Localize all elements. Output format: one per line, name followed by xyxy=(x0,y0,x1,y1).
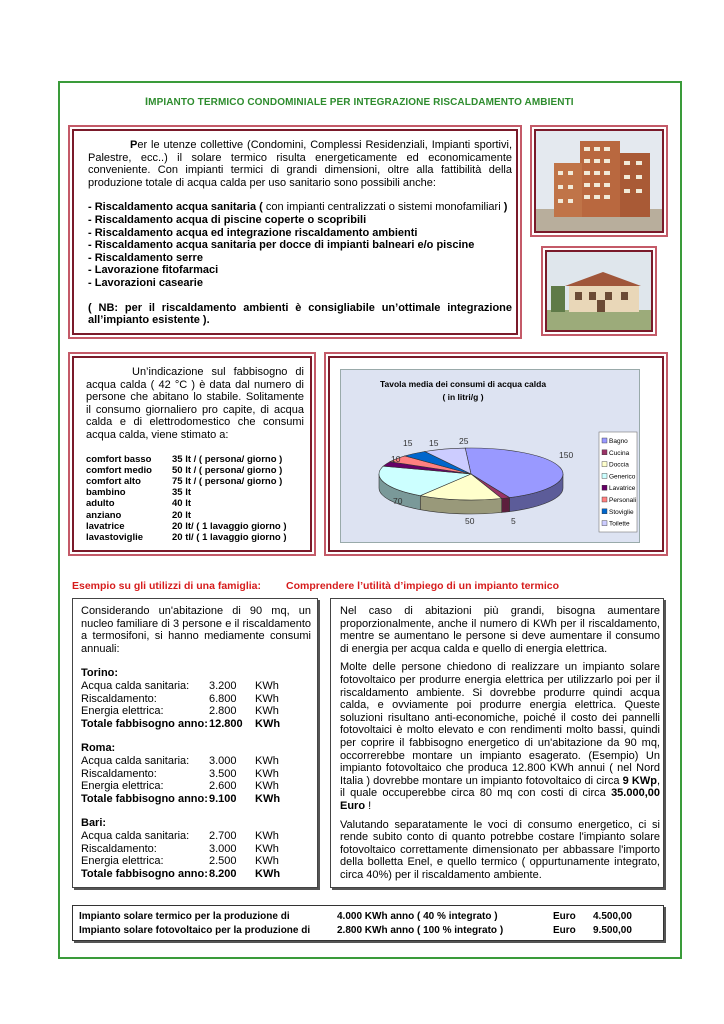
city-total-unit: KWh xyxy=(255,792,281,805)
legend-swatch xyxy=(602,485,607,490)
consumi-value: 35 lt xyxy=(172,487,192,499)
chart-title: Tavola media dei consumi di acqua calda xyxy=(379,379,547,389)
city-total xyxy=(81,718,280,731)
city-row-label: Energia elettrica: xyxy=(81,705,164,718)
cost-summary xyxy=(72,905,664,941)
pie-data-label: 5 xyxy=(511,516,516,526)
consumi-key: lavastoviglie xyxy=(86,531,144,543)
footer-row-2-amount: 2.800 KWh anno ( 100 % integrato ) xyxy=(337,925,504,936)
legend-label: Lavatrice xyxy=(609,485,636,493)
consumi-value: 20 lt xyxy=(172,509,192,521)
intro-list-item: - Lavorazioni casearie xyxy=(88,276,203,289)
consumi-row xyxy=(86,454,287,465)
legend-label: Personali xyxy=(609,497,637,504)
city-row xyxy=(81,768,280,781)
city-row xyxy=(81,693,280,706)
intro-list-item: - Riscaldamento acqua sanitaria ( con impianti centralizzati o sistemi monofamiliari ) xyxy=(88,201,508,214)
intro-list-item: - Lavorazione fitofarmaci xyxy=(88,264,219,277)
legend-swatch xyxy=(602,497,607,502)
pie-data-label: 70 xyxy=(393,496,403,506)
city-row xyxy=(81,755,280,768)
pie-data-label: 15 xyxy=(403,438,413,448)
consumi-key: bambino xyxy=(86,487,126,499)
consumi-row xyxy=(86,510,287,521)
legend-swatch xyxy=(602,450,607,455)
utilita-p3: Valutando separatamente le voci di consumo energetico, ci si rende subito conto di quanto potrebbe costare l'impianto solare fotovoltaico correttamente dimensionato per abbassare l'importo della bolletta Enel, e quello termico ( oppurtunamente integrato, circa 40%) per il riscaldamento ambiente. xyxy=(340,818,660,881)
consumi-box xyxy=(72,356,312,552)
pie-data-label: 25 xyxy=(459,436,469,446)
city-row-label: Riscaldamento: xyxy=(81,692,157,705)
pie-data-label: 150 xyxy=(559,450,574,460)
utilita-p2: Molte delle persone chiedono di realizzare un impianto solare fotovoltaico per produrre energia elettrica per utilizzarlo poi per il riscaldamento ambiente. Si dovrebbe produrre quindi acqua calda, e ovviamente poi produrre energia elettrica. Queste soluzioni risultano anti-economiche, poiché il costo dei pannelli fotovoltaici è molto elevato e con rendimenti molto bassi, quindi per coprire il fabbisogno energetico di un'abitazione da 90 mq, occorrerebbe montare un impianto esagerato. (Esempio) Un impianto fotovoltaico che produca 12.800 KWh annui ( nel Nord Italia ) dovrebbe montare un impianto fotovoltaico di circa 9 KWp, il quale occuperebbe circa 80 mq con costi di circa 35.000,00 Euro ! xyxy=(340,661,660,812)
city-total-value: 9.100 xyxy=(209,792,237,805)
consumi-value: 50 lt / ( persona/ giorno ) xyxy=(172,464,283,476)
utilita-box xyxy=(330,598,664,888)
intro-list-item: - Riscaldamento acqua di piscine coperte o scopribili xyxy=(88,213,367,226)
city-row-value: 3.000 xyxy=(209,754,237,767)
city-row-unit: KWh xyxy=(255,780,279,793)
famiglia-box xyxy=(72,598,318,888)
chart-panel xyxy=(340,369,640,543)
building-image xyxy=(536,131,662,231)
footer-row-1-currency: Euro xyxy=(553,911,576,922)
city-row-value: 6.800 xyxy=(209,692,237,705)
city-block xyxy=(81,817,311,880)
consumi-key: adulto xyxy=(86,498,115,510)
consumi-key: comfort alto xyxy=(86,475,141,487)
city-row-label: Acqua calda sanitaria: xyxy=(81,829,190,842)
city-row-label: Acqua calda sanitaria: xyxy=(81,754,190,767)
city-row-value: 3.000 xyxy=(209,842,237,855)
city-row xyxy=(81,843,280,856)
city-row-label: Energia elettrica: xyxy=(81,855,164,868)
esempio-heading: Esempio su gli utilizzi di una famiglia: xyxy=(72,580,262,592)
city-row-unit: KWh xyxy=(255,829,279,842)
consumi-value: 20 lt/ ( 1 lavaggio giorno ) xyxy=(172,520,287,532)
consumi-value: 75 lt / ( persona/ giorno ) xyxy=(172,475,283,487)
city-row-unit: KWh xyxy=(255,679,279,692)
legend-swatch xyxy=(602,509,607,514)
utilita-p1: Nel caso di abitazioni più grandi, bisogna aumentare proporzionalmente, anche il numero di KWh per il riscaldamento, mentre se aumentano le persone si deve aumentare il consumo di energia per acqua calda e quello di energia elettrica. xyxy=(340,605,660,655)
city-name: Torino: xyxy=(81,667,119,680)
consumi-value: 20 tl/ ( 1 lavaggio giorno ) xyxy=(172,531,287,543)
pie-data-label: 50 xyxy=(465,516,475,526)
city-row xyxy=(81,830,280,843)
pie-data-label: 15 xyxy=(429,438,439,448)
intro-box xyxy=(72,129,518,335)
footer-row-2-currency: Euro xyxy=(553,925,576,936)
city-row-label: Riscaldamento: xyxy=(81,767,157,780)
city-row-value: 2.600 xyxy=(209,780,237,793)
city-row xyxy=(81,855,280,868)
consumi-table xyxy=(86,454,287,544)
consumi-row xyxy=(86,498,287,509)
legend-label: Bagno xyxy=(609,438,628,445)
consumi-key: comfort medio xyxy=(86,464,152,476)
city-row-unit: KWh xyxy=(255,705,279,718)
city-row-value: 3.500 xyxy=(209,767,237,780)
city-name: Roma: xyxy=(81,742,116,755)
pie-chart xyxy=(341,370,639,542)
city-row-label: Acqua calda sanitaria: xyxy=(81,679,190,692)
consumi-row xyxy=(86,465,287,476)
city-total-unit: KWh xyxy=(255,867,281,880)
building-photo xyxy=(534,129,664,233)
intro-list-item: - Riscaldamento acqua sanitaria per docce di impianti balneari e/o piscine xyxy=(88,239,475,252)
footer-row-2-price: 9.500,00 xyxy=(593,925,632,936)
legend-label: Cucina xyxy=(609,449,630,457)
legend-swatch xyxy=(602,521,607,526)
legend-swatch xyxy=(602,473,607,478)
city-total xyxy=(81,868,280,881)
intro-note: ( NB: per il riscaldamento ambienti è consigliabile un’ottimale integrazione all’impianto esistente ). xyxy=(88,301,512,327)
legend-label: Stoviglie xyxy=(609,508,634,516)
consumi-row xyxy=(86,532,287,543)
city-row-value: 2.800 xyxy=(209,705,237,718)
consumi-row xyxy=(86,476,287,487)
city-row-unit: KWh xyxy=(255,754,279,767)
footer-row-2-label: Impianto solare fotovoltaico per la produzione di xyxy=(79,925,311,936)
legend-swatch xyxy=(602,462,607,467)
city-row-label: Energia elettrica: xyxy=(81,780,164,793)
city-total-value: 12.800 xyxy=(209,717,243,730)
city-row xyxy=(81,680,280,693)
pie-data-label: 10 xyxy=(391,454,401,464)
city-name: Bari: xyxy=(81,817,107,830)
consumi-paragraph: Un’indicazione sul fabbisogno di acqua calda ( 42 °C ) è data dal numero di persone che abitano lo stabile. Solitamente il consumo giornaliero pro capite, di acqua calda e di elettrodomestico che consumi acqua calda, viene stimato a: xyxy=(86,366,304,441)
famiglia-intro: Considerando un'abitazione di 90 mq, un nucleo familiare di 3 persone e il riscaldamento a termosifoni, si hanno mediamente consumi annuali: xyxy=(81,605,311,655)
chart-legend xyxy=(599,432,637,532)
city-row-value: 2.500 xyxy=(209,855,237,868)
city-row-unit: KWh xyxy=(255,767,279,780)
city-total-unit: KWh xyxy=(255,717,281,730)
consumi-key: anziano xyxy=(86,509,122,521)
legend-swatch xyxy=(602,438,607,443)
city-row-unit: KWh xyxy=(255,855,279,868)
intro-list-item: - Riscaldamento acqua ed integrazione riscaldamento ambienti xyxy=(88,226,418,239)
city-row-label: Riscaldamento: xyxy=(81,842,157,855)
consumi-row xyxy=(86,521,287,532)
city-total xyxy=(81,793,280,806)
city-row xyxy=(81,780,280,793)
house-image xyxy=(547,252,651,330)
footer-row-1-label: Impianto solare termico per la produzione di xyxy=(79,911,290,922)
city-total-label: Totale fabbisogno anno: xyxy=(81,792,208,805)
footer-row-1-price: 4.500,00 xyxy=(593,911,632,922)
consumi-key: lavatrice xyxy=(86,520,125,532)
consumi-key: comfort basso xyxy=(86,453,152,465)
city-row-unit: KWh xyxy=(255,842,279,855)
city-row-value: 2.700 xyxy=(209,829,237,842)
footer-row-1-amount: 4.000 KWh anno ( 40 % integrato ) xyxy=(337,911,498,922)
city-total-label: Totale fabbisogno anno: xyxy=(81,867,208,880)
city-total-value: 8.200 xyxy=(209,867,237,880)
intro-list-item: - Riscaldamento serre xyxy=(88,251,203,264)
intro-paragraph: Per le utenze collettive (Condomini, Complessi Residenziali, Impianti sportivi, Palestre, ecc..) il solare termico risulta energeticamente ed economicamente conveniente. Con impianti termici di grandi dimensioni, oltre alla fattibilità della produzione totale di acqua calda per uso sanitario sono possibili anche: xyxy=(88,139,512,189)
consumi-value: 35 lt / ( persona/ giorno ) xyxy=(172,453,283,465)
pie-slice-side xyxy=(502,498,510,513)
city-block xyxy=(81,742,311,805)
consumi-value: 40 lt xyxy=(172,498,192,510)
city-row xyxy=(81,705,280,718)
house-photo xyxy=(545,250,653,332)
legend-label: Doccia xyxy=(609,461,629,469)
chart-subtitle: ( in litri/g ) xyxy=(442,392,484,402)
legend-label: Toilette xyxy=(609,520,630,528)
city-total-label: Totale fabbisogno anno: xyxy=(81,717,208,730)
utilita-heading: Comprendere l’utilità d’impiego di un impianto termico xyxy=(286,580,560,592)
page-title: IMPIANTO TERMICO CONDOMINIALE PER INTEGRAZIONE RISCALDAMENTO AMBIENTI xyxy=(145,96,574,108)
city-block xyxy=(81,667,311,730)
intro-list xyxy=(88,201,512,289)
legend-label: Generico xyxy=(609,473,636,481)
consumi-row xyxy=(86,487,287,498)
city-row-unit: KWh xyxy=(255,692,279,705)
city-row-value: 3.200 xyxy=(209,679,237,692)
